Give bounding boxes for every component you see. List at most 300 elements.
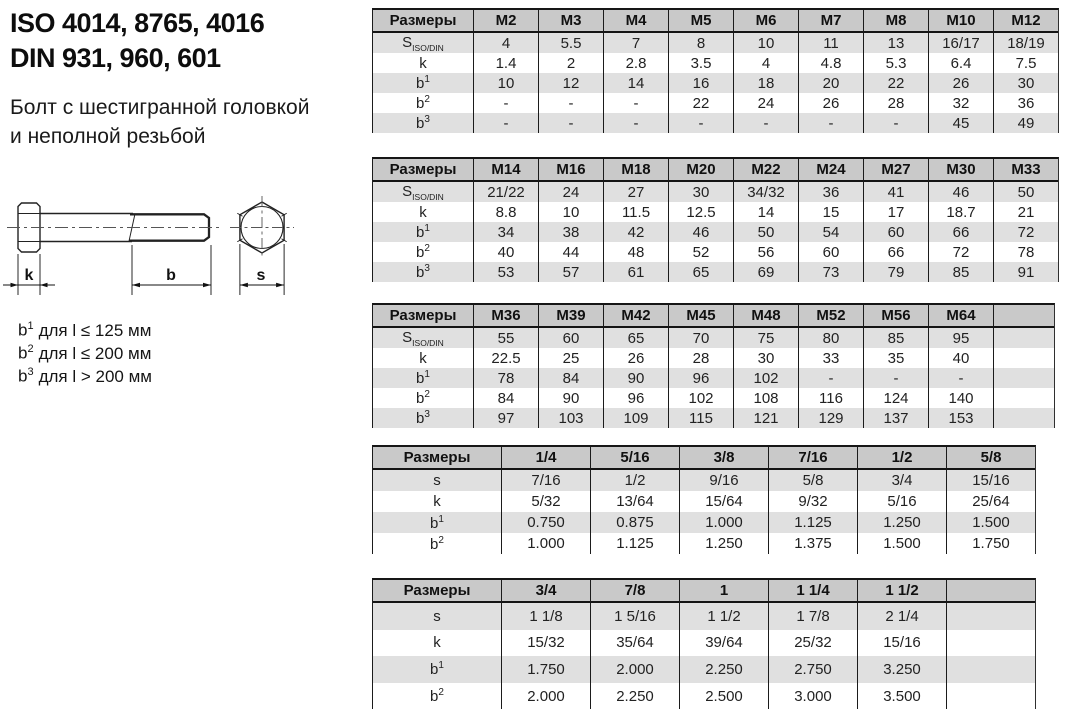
row-label: $b^2$	[373, 533, 501, 554]
table-cell: 3.250	[857, 656, 946, 683]
table-cell: 2.250	[590, 683, 679, 710]
column-header: M12	[993, 10, 1058, 33]
table-cell: 7	[603, 33, 668, 53]
table-cell: 26	[928, 73, 993, 93]
table-cell: 34	[473, 222, 538, 242]
table-cell: 8	[668, 33, 733, 53]
table-row	[373, 348, 1054, 368]
table-cell: 97	[473, 408, 538, 428]
column-header: M2	[473, 10, 538, 33]
table-cell: 85	[863, 328, 928, 348]
table-row	[373, 368, 1054, 388]
table-cell: 1.500	[857, 533, 946, 554]
table-cell: 4	[733, 53, 798, 73]
table-row	[373, 93, 1058, 113]
table-cell: 124	[863, 388, 928, 408]
bolt-technical-drawing	[0, 185, 370, 310]
arrowhead	[276, 283, 284, 287]
table-cell: 5/32	[501, 491, 590, 512]
metric-table-m2-m12	[372, 8, 1059, 133]
table-header-row	[373, 10, 1058, 33]
table-cell: 4	[473, 33, 538, 53]
table-cell: 108	[733, 388, 798, 408]
table-cell: 109	[603, 408, 668, 428]
table-cell: 60	[863, 222, 928, 242]
column-header: 1/2	[857, 447, 946, 470]
column-header: Размеры	[373, 580, 501, 603]
table-cell: 1.250	[857, 512, 946, 533]
table-cell: -	[538, 113, 603, 133]
table-cell: 121	[733, 408, 798, 428]
table-row	[373, 53, 1058, 73]
column-header: 5/16	[590, 447, 679, 470]
row-label: $S_{ISO/DIN}$	[373, 328, 473, 348]
table-cell: 10	[733, 33, 798, 53]
column-header: M33	[993, 159, 1058, 182]
table-header-row	[373, 305, 1054, 328]
table-header-row	[373, 447, 1035, 470]
table-cell	[946, 683, 1035, 710]
table-cell	[993, 388, 1054, 408]
table-cell: 66	[863, 242, 928, 262]
table-cell: 21	[993, 202, 1058, 222]
table-row	[373, 408, 1054, 428]
note-line-b2: $b^2$ для l ≤ 200 мм	[18, 343, 152, 363]
table-cell: 22	[863, 73, 928, 93]
column-header: M8	[863, 10, 928, 33]
column-header: 3/8	[679, 447, 768, 470]
column-header: M27	[863, 159, 928, 182]
table-header-row	[373, 159, 1058, 182]
table-cell: 137	[863, 408, 928, 428]
row-label: $b^1$	[373, 512, 501, 533]
table-row	[373, 470, 1035, 491]
table-cell: 2.000	[590, 656, 679, 683]
table-cell: 1.000	[501, 533, 590, 554]
table-cell: 15/16	[946, 470, 1035, 491]
table-cell: 69	[733, 262, 798, 282]
table-cell: 12.5	[668, 202, 733, 222]
table-cell: 40	[928, 348, 993, 368]
table-cell: 53	[473, 262, 538, 282]
column-header: M36	[473, 305, 538, 328]
row-label: $S_{ISO/DIN}$	[373, 33, 473, 53]
table-cell: -	[538, 93, 603, 113]
table-cell: 5/16	[857, 491, 946, 512]
table-cell: 10	[538, 202, 603, 222]
table-cell: 1 5/16	[590, 603, 679, 630]
table-cell: 65	[603, 328, 668, 348]
table-row	[373, 182, 1058, 202]
table-cell: 78	[993, 242, 1058, 262]
row-label: $b^2$	[373, 242, 473, 262]
thread-length-notes	[18, 317, 152, 386]
table-cell: 2 1/4	[857, 603, 946, 630]
table-row	[373, 491, 1035, 512]
table-cell: 46	[928, 182, 993, 202]
table-cell	[946, 630, 1035, 657]
table-cell: -	[733, 113, 798, 133]
row-label: s	[373, 470, 501, 491]
table-cell: 16	[668, 73, 733, 93]
arrowhead	[203, 283, 211, 287]
table-cell: 42	[603, 222, 668, 242]
column-header: 1 1/4	[768, 580, 857, 603]
table-cell: 95	[928, 328, 993, 348]
table-cell: 5.5	[538, 33, 603, 53]
table-cell: 1.375	[768, 533, 857, 554]
table-cell: 80	[798, 328, 863, 348]
metric-table-m36-m64	[372, 303, 1055, 428]
table-cell: 27	[603, 182, 668, 202]
table-cell	[946, 656, 1035, 683]
column-header: Размеры	[373, 10, 473, 33]
table-cell: 25/64	[946, 491, 1035, 512]
subtitle	[10, 93, 309, 151]
table-cell: 25/32	[768, 630, 857, 657]
column-header: 1	[679, 580, 768, 603]
table-cell: 22	[668, 93, 733, 113]
dimension-s	[240, 244, 284, 295]
table-cell: 33	[798, 348, 863, 368]
table-cell: 1.125	[768, 512, 857, 533]
row-label: $S_{ISO/DIN}$	[373, 182, 473, 202]
row-label: k	[373, 348, 473, 368]
table-cell: 15/32	[501, 630, 590, 657]
column-header: M56	[863, 305, 928, 328]
table-cell: 61	[603, 262, 668, 282]
dimension-k	[3, 254, 55, 295]
table-cell: -	[928, 368, 993, 388]
column-header: M22	[733, 159, 798, 182]
column-header: M7	[798, 10, 863, 33]
note-line-b1: $b^1$ для l ≤ 125 мм	[18, 320, 152, 340]
row-label: $b^3$	[373, 113, 473, 133]
table-row	[373, 683, 1035, 710]
table-cell: -	[473, 93, 538, 113]
column-header	[946, 580, 1035, 603]
table-cell: 102	[733, 368, 798, 388]
table-cell: 8.8	[473, 202, 538, 222]
column-header: Размеры	[373, 305, 473, 328]
table-cell: 46	[668, 222, 733, 242]
table-cell: 84	[473, 388, 538, 408]
row-label: $b^3$	[373, 408, 473, 428]
table-cell: 9/16	[679, 470, 768, 491]
table-cell: 1 7/8	[768, 603, 857, 630]
table-cell: 48	[603, 242, 668, 262]
row-label: $b^3$	[373, 262, 473, 282]
table-cell: 7/16	[501, 470, 590, 491]
table-cell: 18/19	[993, 33, 1058, 53]
table-cell: 2.750	[768, 656, 857, 683]
table-cell: 153	[928, 408, 993, 428]
table-cell: 96	[603, 388, 668, 408]
table-cell: 70	[668, 328, 733, 348]
table-cell	[993, 408, 1054, 428]
table-cell: 0.875	[590, 512, 679, 533]
table-cell: 15/16	[857, 630, 946, 657]
table-cell: 14	[603, 73, 668, 93]
table-cell	[993, 328, 1054, 348]
table-cell: 90	[538, 388, 603, 408]
row-label: $b^2$	[373, 683, 501, 710]
table-cell: 20	[798, 73, 863, 93]
table-cell	[946, 603, 1035, 630]
table-cell: 12	[538, 73, 603, 93]
row-label: k	[373, 202, 473, 222]
table-cell: 10	[473, 73, 538, 93]
table-cell: 40	[473, 242, 538, 262]
table-row	[373, 33, 1058, 53]
table-cell: 41	[863, 182, 928, 202]
table-row	[373, 73, 1058, 93]
table-row	[373, 630, 1035, 657]
table-cell: 1/2	[590, 470, 679, 491]
standard-iso: ISO 4014, 8765, 4016	[10, 8, 265, 38]
column-header: Размеры	[373, 159, 473, 182]
column-header: M48	[733, 305, 798, 328]
table-cell: 75	[733, 328, 798, 348]
table-cell: 2	[538, 53, 603, 73]
table-cell: 56	[733, 242, 798, 262]
column-header: M18	[603, 159, 668, 182]
column-header: Размеры	[373, 447, 501, 470]
table-cell: 1 1/2	[679, 603, 768, 630]
table-row	[373, 113, 1058, 133]
table-cell: 32	[928, 93, 993, 113]
table-cell: -	[798, 368, 863, 388]
table-cell: 36	[993, 93, 1058, 113]
row-label: $b^2$	[373, 93, 473, 113]
table-cell: 26	[603, 348, 668, 368]
table-cell: 0.750	[501, 512, 590, 533]
column-header: 1 1/2	[857, 580, 946, 603]
table-cell: 60	[538, 328, 603, 348]
table-cell	[993, 368, 1054, 388]
column-header: 1/4	[501, 447, 590, 470]
table-cell: 34/32	[733, 182, 798, 202]
table-cell: 60	[798, 242, 863, 262]
table-cell: 13	[863, 33, 928, 53]
table-cell: 15/64	[679, 491, 768, 512]
inch-table-quarter-to-fiveeighths	[372, 445, 1036, 554]
table-cell: 18.7	[928, 202, 993, 222]
table-cell: -	[668, 113, 733, 133]
table-cell: 73	[798, 262, 863, 282]
row-label: $b^1$	[373, 222, 473, 242]
table-cell: 2.500	[679, 683, 768, 710]
row-label: $b^1$	[373, 368, 473, 388]
standard-din: DIN 931, 960, 601	[10, 43, 221, 73]
table-cell: 49	[993, 113, 1058, 133]
table-cell: 39/64	[679, 630, 768, 657]
table-cell: 24	[538, 182, 603, 202]
table-cell: 3.000	[768, 683, 857, 710]
table-cell: -	[863, 113, 928, 133]
table-cell: -	[798, 113, 863, 133]
table-row	[373, 656, 1035, 683]
row-label: k	[373, 53, 473, 73]
table-cell: -	[863, 368, 928, 388]
table-row	[373, 603, 1035, 630]
table-cell: 1.750	[501, 656, 590, 683]
table-cell: 52	[668, 242, 733, 262]
column-header	[993, 305, 1054, 328]
column-header: M42	[603, 305, 668, 328]
dim-label-k: k	[24, 267, 34, 284]
table-cell: 57	[538, 262, 603, 282]
column-header: 7/8	[590, 580, 679, 603]
arrowhead	[132, 283, 140, 287]
dim-label-s: s	[256, 267, 266, 284]
table-row	[373, 328, 1054, 348]
table-cell: 45	[928, 113, 993, 133]
column-header: M45	[668, 305, 733, 328]
table-cell: 30	[668, 182, 733, 202]
row-label: k	[373, 630, 501, 657]
table-row	[373, 512, 1035, 533]
table-cell: -	[473, 113, 538, 133]
dim-label-b: b	[166, 267, 176, 284]
table-cell: 50	[993, 182, 1058, 202]
table-cell: 5.3	[863, 53, 928, 73]
table-cell: 28	[863, 93, 928, 113]
arrowhead	[40, 283, 48, 287]
table-cell: 50	[733, 222, 798, 242]
table-cell	[993, 348, 1054, 368]
note-line-b3: $b^3$ для l > 200 мм	[18, 366, 152, 386]
arrowhead	[11, 283, 19, 287]
table-cell: 28	[668, 348, 733, 368]
table-cell: 1.4	[473, 53, 538, 73]
subtitle-line-2: и неполной резьбой	[10, 125, 206, 148]
column-header: M64	[928, 305, 993, 328]
table-row	[373, 222, 1058, 242]
table-cell: 91	[993, 262, 1058, 282]
table-cell: 66	[928, 222, 993, 242]
metric-table-m14-m33	[372, 157, 1059, 282]
row-label: $b^1$	[373, 73, 473, 93]
table-row	[373, 262, 1058, 282]
table-cell: 1.000	[679, 512, 768, 533]
column-header: M24	[798, 159, 863, 182]
table-cell: 6.4	[928, 53, 993, 73]
row-label: k	[373, 491, 501, 512]
column-header: M10	[928, 10, 993, 33]
arrowhead	[240, 283, 248, 287]
column-header: M20	[668, 159, 733, 182]
table-cell: 2.250	[679, 656, 768, 683]
table-cell: 30	[733, 348, 798, 368]
row-label: $b^2$	[373, 388, 473, 408]
table-cell: 84	[538, 368, 603, 388]
table-cell: 15	[798, 202, 863, 222]
table-cell: 54	[798, 222, 863, 242]
column-header: M16	[538, 159, 603, 182]
column-header: 5/8	[946, 447, 1035, 470]
table-cell: 1 1/8	[501, 603, 590, 630]
table-cell: 44	[538, 242, 603, 262]
table-cell: 11	[798, 33, 863, 53]
column-header: M39	[538, 305, 603, 328]
table-cell: 2.8	[603, 53, 668, 73]
dimensions	[3, 244, 284, 295]
column-header: 3/4	[501, 580, 590, 603]
table-cell: 1.125	[590, 533, 679, 554]
table-cell: 129	[798, 408, 863, 428]
table-header-row	[373, 580, 1035, 603]
table-cell: 9/32	[768, 491, 857, 512]
column-header: M30	[928, 159, 993, 182]
table-cell: 35/64	[590, 630, 679, 657]
table-cell: 90	[603, 368, 668, 388]
table-cell: 11.5	[603, 202, 668, 222]
column-header: M52	[798, 305, 863, 328]
table-cell: 116	[798, 388, 863, 408]
column-header: M3	[538, 10, 603, 33]
table-row	[373, 388, 1054, 408]
table-cell: 72	[993, 222, 1058, 242]
dimension-b	[132, 245, 211, 295]
table-row	[373, 202, 1058, 222]
table-cell: 24	[733, 93, 798, 113]
table-cell: 16/17	[928, 33, 993, 53]
title-block	[10, 6, 264, 76]
table-cell: 13/64	[590, 491, 679, 512]
table-cell: 3/4	[857, 470, 946, 491]
subtitle-line-1: Болт с шестигранной головкой	[10, 96, 310, 119]
table-cell: 1.250	[679, 533, 768, 554]
table-cell: 1.500	[946, 512, 1035, 533]
table-cell: 103	[538, 408, 603, 428]
table-cell: 30	[993, 73, 1058, 93]
inch-table-threequarters-to-oneandhalf	[372, 578, 1036, 709]
table-cell: 14	[733, 202, 798, 222]
bolt-side-view	[7, 203, 222, 252]
table-cell: 25	[538, 348, 603, 368]
column-header: 7/16	[768, 447, 857, 470]
table-cell: 18	[733, 73, 798, 93]
table-cell: 7.5	[993, 53, 1058, 73]
table-cell: 65	[668, 262, 733, 282]
table-cell: 3.5	[668, 53, 733, 73]
table-cell: 55	[473, 328, 538, 348]
table-cell: 85	[928, 262, 993, 282]
table-cell: 5/8	[768, 470, 857, 491]
table-cell: -	[603, 93, 668, 113]
table-cell: 72	[928, 242, 993, 262]
table-cell: 35	[863, 348, 928, 368]
table-cell: 115	[668, 408, 733, 428]
table-cell: 17	[863, 202, 928, 222]
row-label: s	[373, 603, 501, 630]
table-cell: 26	[798, 93, 863, 113]
column-header: M4	[603, 10, 668, 33]
row-label: $b^1$	[373, 656, 501, 683]
table-cell: 2.000	[501, 683, 590, 710]
table-cell: 96	[668, 368, 733, 388]
table-row	[373, 533, 1035, 554]
table-cell: 78	[473, 368, 538, 388]
table-cell: 4.8	[798, 53, 863, 73]
column-header: M6	[733, 10, 798, 33]
table-row	[373, 242, 1058, 262]
column-header: M14	[473, 159, 538, 182]
table-cell: 102	[668, 388, 733, 408]
table-cell: 36	[798, 182, 863, 202]
column-header: M5	[668, 10, 733, 33]
